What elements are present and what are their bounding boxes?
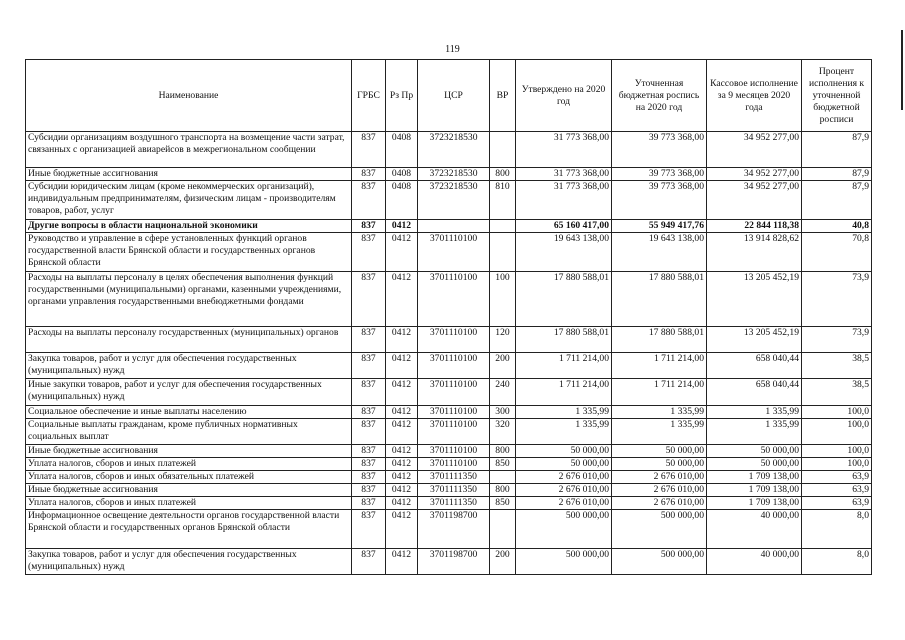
cell-rzpr: 0412	[386, 272, 418, 327]
cell-approved: 50 000,00	[516, 445, 612, 458]
cell-vr: 200	[490, 549, 516, 575]
cell-percent: 8,0	[802, 549, 872, 575]
table-row	[26, 327, 872, 353]
cell-name: Социальные выплаты гражданам, кроме публичных нормативных социальных выплат	[26, 419, 352, 445]
cell-csr: 3701111350	[418, 471, 490, 484]
cell-name: Иные бюджетные ассигнования	[26, 168, 352, 181]
table-header-row	[26, 60, 872, 132]
cell-vr	[490, 510, 516, 549]
cell-percent: 63,9	[802, 484, 872, 497]
cell-cash: 1 709 138,00	[707, 497, 802, 510]
cell-name: Уплата налогов, сборов и иных платежей	[26, 458, 352, 471]
cell-approved: 65 160 417,00	[516, 220, 612, 233]
cell-refined: 19 643 138,00	[612, 233, 707, 272]
table-row	[26, 233, 872, 272]
col-header-grbs: ГРБС	[352, 60, 386, 132]
cell-cash: 40 000,00	[707, 510, 802, 549]
cell-grbs: 837	[352, 379, 386, 406]
cell-refined: 1 335,99	[612, 419, 707, 445]
cell-cash: 50 000,00	[707, 445, 802, 458]
cell-cash: 13 205 452,19	[707, 272, 802, 327]
cell-cash: 40 000,00	[707, 549, 802, 575]
cell-refined: 50 000,00	[612, 458, 707, 471]
col-header-csr: ЦСР	[418, 60, 490, 132]
cell-vr: 800	[490, 168, 516, 181]
cell-approved: 17 880 588,01	[516, 272, 612, 327]
cell-percent: 38,5	[802, 353, 872, 379]
cell-refined: 39 773 368,00	[612, 181, 707, 220]
cell-approved: 17 880 588,01	[516, 327, 612, 353]
cell-name: Информационное освещение деятельности органов государственной власти Брянской области и государственных органов Брянской области	[26, 510, 352, 549]
cell-csr: 3701111350	[418, 497, 490, 510]
cell-percent: 87,9	[802, 181, 872, 220]
cell-grbs: 837	[352, 272, 386, 327]
col-header-approved: Утверждено на 2020 год	[516, 60, 612, 132]
cell-approved: 500 000,00	[516, 549, 612, 575]
cell-refined: 500 000,00	[612, 549, 707, 575]
cell-approved: 1 335,99	[516, 419, 612, 445]
margin-bar	[901, 30, 903, 110]
cell-approved: 500 000,00	[516, 510, 612, 549]
cell-csr	[418, 220, 490, 233]
cell-refined: 1 711 214,00	[612, 379, 707, 406]
cell-refined: 2 676 010,00	[612, 484, 707, 497]
cell-percent: 70,8	[802, 233, 872, 272]
cell-cash: 34 952 277,00	[707, 168, 802, 181]
cell-refined: 55 949 417,76	[612, 220, 707, 233]
cell-grbs: 837	[352, 132, 386, 168]
cell-percent: 38,5	[802, 379, 872, 406]
cell-grbs: 837	[352, 233, 386, 272]
cell-percent: 100,0	[802, 419, 872, 445]
col-header-rzpr: Рз Пр	[386, 60, 418, 132]
cell-vr: 240	[490, 379, 516, 406]
cell-approved: 1 335,99	[516, 406, 612, 419]
table-row	[26, 471, 872, 484]
cell-approved: 1 711 214,00	[516, 379, 612, 406]
cell-grbs: 837	[352, 445, 386, 458]
cell-refined: 2 676 010,00	[612, 471, 707, 484]
cell-name: Субсидии юридическим лицам (кроме некоммерческих организаций), индивидуальным предпринимателям, физическим лицам - производителям товаров, работ, услуг	[26, 181, 352, 220]
cell-csr: 3701110100	[418, 445, 490, 458]
table-row	[26, 168, 872, 181]
cell-csr: 3723218530	[418, 132, 490, 168]
cell-rzpr: 0412	[386, 233, 418, 272]
cell-vr: 850	[490, 497, 516, 510]
table-row	[26, 406, 872, 419]
cell-csr: 3701110100	[418, 233, 490, 272]
cell-percent: 63,9	[802, 471, 872, 484]
cell-percent: 40,8	[802, 220, 872, 233]
cell-name: Закупка товаров, работ и услуг для обеспечения государственных (муниципальных) нужд	[26, 353, 352, 379]
cell-rzpr: 0408	[386, 181, 418, 220]
cell-csr: 3723218530	[418, 181, 490, 220]
cell-percent: 100,0	[802, 406, 872, 419]
cell-name: Руководство и управление в сфере установленных функций органов государственной власти Брянской области и государственных органов Брянской области	[26, 233, 352, 272]
cell-cash: 22 844 118,38	[707, 220, 802, 233]
table-row	[26, 445, 872, 458]
table-row	[26, 132, 872, 168]
cell-percent: 8,0	[802, 510, 872, 549]
table-row	[26, 484, 872, 497]
cell-refined: 39 773 368,00	[612, 168, 707, 181]
cell-name: Закупка товаров, работ и услуг для обеспечения государственных (муниципальных) нужд	[26, 549, 352, 575]
cell-approved: 31 773 368,00	[516, 181, 612, 220]
cell-rzpr: 0412	[386, 549, 418, 575]
cell-cash: 34 952 277,00	[707, 132, 802, 168]
cell-name: Другие вопросы в области национальной экономики	[26, 220, 352, 233]
cell-rzpr: 0412	[386, 445, 418, 458]
cell-grbs: 837	[352, 406, 386, 419]
cell-rzpr: 0412	[386, 484, 418, 497]
cell-percent: 63,9	[802, 497, 872, 510]
cell-vr: 120	[490, 327, 516, 353]
cell-rzpr: 0412	[386, 458, 418, 471]
cell-name: Социальное обеспечение и иные выплаты населению	[26, 406, 352, 419]
cell-vr: 850	[490, 458, 516, 471]
col-header-refined: Уточненная бюджетная роспись на 2020 год	[612, 60, 707, 132]
cell-approved: 31 773 368,00	[516, 132, 612, 168]
cell-rzpr: 0412	[386, 406, 418, 419]
cell-name: Иные бюджетные ассигнования	[26, 484, 352, 497]
cell-grbs: 837	[352, 484, 386, 497]
cell-approved: 2 676 010,00	[516, 484, 612, 497]
budget-table	[25, 59, 872, 575]
cell-rzpr: 0412	[386, 419, 418, 445]
cell-grbs: 837	[352, 497, 386, 510]
cell-percent: 73,9	[802, 272, 872, 327]
cell-cash: 1 335,99	[707, 406, 802, 419]
cell-cash: 50 000,00	[707, 458, 802, 471]
cell-vr: 810	[490, 181, 516, 220]
cell-csr: 3701110100	[418, 379, 490, 406]
cell-name: Субсидии организациям воздушного транспорта на возмещение части затрат, связанных с организацией авиарейсов в межрегиональном сообщении	[26, 132, 352, 168]
cell-approved: 2 676 010,00	[516, 471, 612, 484]
col-header-cash: Кассовое исполнение за 9 месяцев 2020 года	[707, 60, 802, 132]
cell-vr: 300	[490, 406, 516, 419]
cell-csr: 3701110100	[418, 327, 490, 353]
cell-csr: 3701198700	[418, 510, 490, 549]
cell-grbs: 837	[352, 549, 386, 575]
cell-grbs: 837	[352, 220, 386, 233]
cell-grbs: 837	[352, 327, 386, 353]
table-row	[26, 379, 872, 406]
table-row	[26, 220, 872, 233]
cell-csr: 3701110100	[418, 419, 490, 445]
cell-refined: 50 000,00	[612, 445, 707, 458]
cell-cash: 1 709 138,00	[707, 484, 802, 497]
cell-cash: 34 952 277,00	[707, 181, 802, 220]
table-row	[26, 353, 872, 379]
table-row	[26, 497, 872, 510]
cell-rzpr: 0412	[386, 510, 418, 549]
cell-approved: 31 773 368,00	[516, 168, 612, 181]
cell-approved: 19 643 138,00	[516, 233, 612, 272]
cell-rzpr: 0412	[386, 471, 418, 484]
cell-approved: 1 711 214,00	[516, 353, 612, 379]
table-row	[26, 419, 872, 445]
cell-grbs: 837	[352, 510, 386, 549]
cell-cash: 13 914 828,62	[707, 233, 802, 272]
cell-name: Расходы на выплаты персоналу в целях обеспечения выполнения функций государственными (муниципальными) органами, казенными учреждениями, органами управления государственными внебюджетными фондами	[26, 272, 352, 327]
cell-csr: 3701110100	[418, 272, 490, 327]
cell-csr: 3701110100	[418, 406, 490, 419]
cell-grbs: 837	[352, 419, 386, 445]
cell-rzpr: 0412	[386, 379, 418, 406]
col-header-vr: ВР	[490, 60, 516, 132]
cell-name: Иные бюджетные ассигнования	[26, 445, 352, 458]
cell-grbs: 837	[352, 181, 386, 220]
cell-rzpr: 0412	[386, 327, 418, 353]
cell-name: Уплата налогов, сборов и иных платежей	[26, 497, 352, 510]
cell-rzpr: 0408	[386, 168, 418, 181]
cell-cash: 658 040,44	[707, 379, 802, 406]
cell-approved: 50 000,00	[516, 458, 612, 471]
table-row	[26, 510, 872, 549]
cell-csr: 3701110100	[418, 353, 490, 379]
cell-cash: 658 040,44	[707, 353, 802, 379]
cell-percent: 100,0	[802, 445, 872, 458]
cell-approved: 2 676 010,00	[516, 497, 612, 510]
cell-percent: 87,9	[802, 132, 872, 168]
table-row	[26, 458, 872, 471]
cell-refined: 1 711 214,00	[612, 353, 707, 379]
cell-vr: 200	[490, 353, 516, 379]
cell-name: Расходы на выплаты персоналу государственных (муниципальных) органов	[26, 327, 352, 353]
cell-cash: 13 205 452,19	[707, 327, 802, 353]
col-header-name: Наименование	[26, 60, 352, 132]
cell-name: Иные закупки товаров, работ и услуг для обеспечения государственных (муниципальных) нужд	[26, 379, 352, 406]
cell-cash: 1 335,99	[707, 419, 802, 445]
cell-csr: 3701110100	[418, 458, 490, 471]
cell-grbs: 837	[352, 458, 386, 471]
cell-refined: 17 880 588,01	[612, 272, 707, 327]
cell-rzpr: 0412	[386, 220, 418, 233]
cell-vr	[490, 471, 516, 484]
cell-cash: 1 709 138,00	[707, 471, 802, 484]
cell-percent: 87,9	[802, 168, 872, 181]
cell-refined: 1 335,99	[612, 406, 707, 419]
cell-refined: 500 000,00	[612, 510, 707, 549]
cell-vr: 800	[490, 484, 516, 497]
cell-name: Уплата налогов, сборов и иных обязательных платежей	[26, 471, 352, 484]
cell-vr	[490, 220, 516, 233]
cell-csr: 3723218530	[418, 168, 490, 181]
table-row	[26, 181, 872, 220]
cell-grbs: 837	[352, 168, 386, 181]
table-body	[26, 132, 872, 575]
page-number: 119	[445, 44, 460, 55]
cell-vr	[490, 132, 516, 168]
cell-vr: 100	[490, 272, 516, 327]
table-row	[26, 272, 872, 327]
cell-percent: 73,9	[802, 327, 872, 353]
cell-vr: 320	[490, 419, 516, 445]
cell-vr: 800	[490, 445, 516, 458]
col-header-percent: Процент исполнения к уточненной бюджетной росписи	[802, 60, 872, 132]
cell-vr	[490, 233, 516, 272]
cell-refined: 17 880 588,01	[612, 327, 707, 353]
cell-csr: 3701111350	[418, 484, 490, 497]
cell-rzpr: 0412	[386, 497, 418, 510]
table-row	[26, 549, 872, 575]
cell-percent: 100,0	[802, 458, 872, 471]
cell-grbs: 837	[352, 471, 386, 484]
cell-grbs: 837	[352, 353, 386, 379]
cell-refined: 39 773 368,00	[612, 132, 707, 168]
cell-rzpr: 0412	[386, 353, 418, 379]
cell-refined: 2 676 010,00	[612, 497, 707, 510]
cell-rzpr: 0408	[386, 132, 418, 168]
cell-csr: 3701198700	[418, 549, 490, 575]
